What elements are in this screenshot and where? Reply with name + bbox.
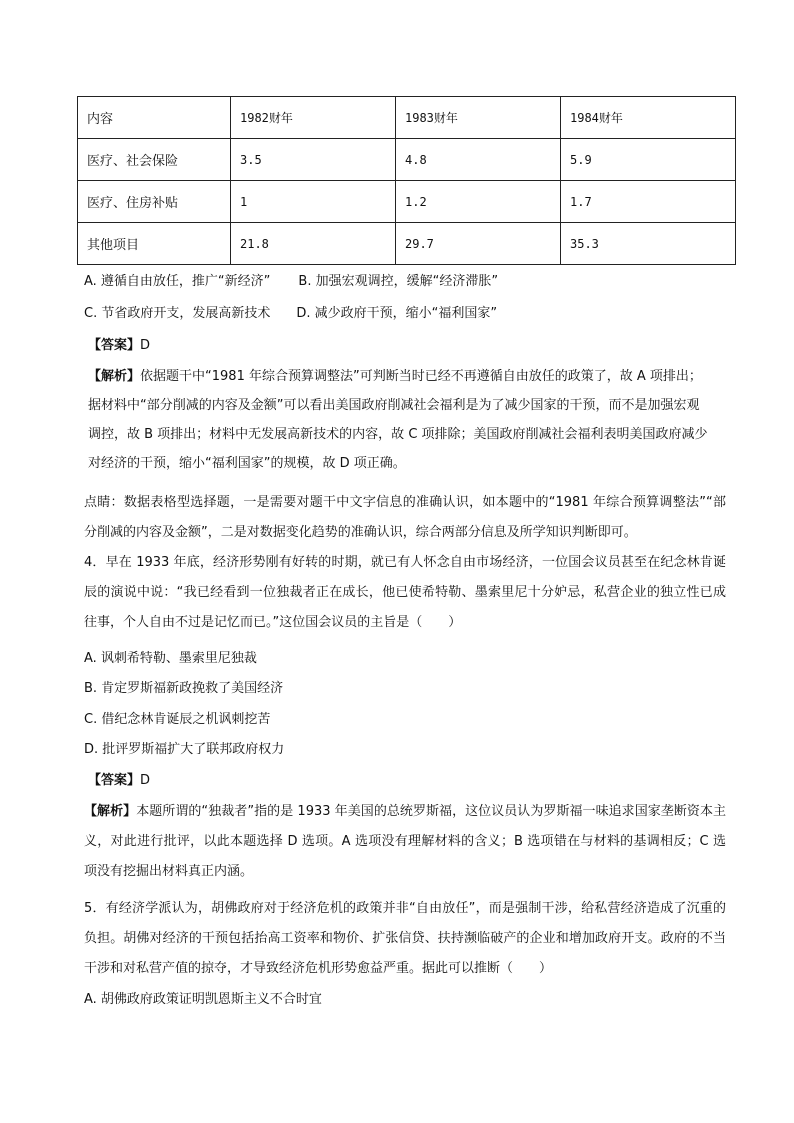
table-cell: 其他项目 <box>78 223 231 265</box>
q3-option-b: B. 加强宏观调控，缓解“经济滞胀” <box>298 274 499 289</box>
q3-tip: 点睛：数据表格型选择题，一是需要对题干中文字信息的准确认识，如本题中的“1981 年综合预算调整法”“部分削减的内容及金额”，二是对数据变化趋势的准确认识，综合两部分信息及所学知识判断即可。 <box>84 495 726 540</box>
table-header-cell: 1983财年 <box>396 97 561 139</box>
q4-answer <box>88 771 150 791</box>
table-row <box>78 139 736 181</box>
table-cell: 1.7 <box>561 181 736 223</box>
q3-options-row-1 <box>84 272 498 292</box>
table-cell: 1 <box>231 181 396 223</box>
table-cell: 3.5 <box>231 139 396 181</box>
table-header-cell: 1982财年 <box>231 97 396 139</box>
q3-options-row-2 <box>84 304 497 324</box>
table-header-cell: 内容 <box>78 97 231 139</box>
q3-option-d: D. 减少政府干预，缩小“福利国家” <box>296 306 498 321</box>
table-cell: 29.7 <box>396 223 561 265</box>
answer-label: 【答案】 <box>88 338 141 353</box>
q4-option-c: C. 借纪念林肯诞辰之机讽刺挖苦 <box>84 712 271 727</box>
q4-option-d: D. 批评罗斯福扩大了联邦政府权力 <box>84 742 285 757</box>
table-cell: 医疗、住房补贴 <box>78 181 231 223</box>
q4-analysis <box>84 797 726 887</box>
analysis-label: 【解析】 <box>88 369 141 384</box>
q5-stem: 5．有经济学派认为，胡佛政府对于经济危机的政策并非“自由放任”，而是强制干涉，给私营经济造成了沉重的负担。胡佛对经济的干预包括抬高工资率和物价、扩张信贷、扶持濒临破产的企业和增加政府开支。政府的不当干涉和对私营产值的掠夺，才导致经济危机形势愈益严重。据此可以推断（ ） <box>84 901 726 976</box>
q3-answer <box>88 336 150 356</box>
q3-analysis <box>88 362 712 478</box>
table-row <box>78 223 736 265</box>
fiscal-data-table <box>77 96 736 265</box>
table-cell: 1.2 <box>396 181 561 223</box>
table-cell: 5.9 <box>561 139 736 181</box>
q5-option-a: A. 胡佛政府政策证明凯恩斯主义不合时宜 <box>84 992 322 1007</box>
q4-stem: 4．早在 1933 年底，经济形势刚有好转的时期，就已有人怀念自由市场经济，一位国会议员甚至在纪念林肯诞辰的演说中说：“我已经看到一位独裁者正在成长，他已使希特勒、墨索里尼十分妒忌，私营企业的独立性已成往事，个人自由不过是记忆而已。”这位国会议员的主旨是（ ） <box>84 555 726 630</box>
analysis-text: 本题所谓的“独裁者”指的是 1933 年美国的总统罗斯福，这位议员认为罗斯福一味追求国家垄断资本主义，对此进行批评，以此本题选择 D 选项。A 选项没有理解材料的含义；B 选项错在与材料的基调相反；C 选项没有挖掘出材料真正内涵。 <box>84 804 726 879</box>
table-header-cell: 1984财年 <box>561 97 736 139</box>
q3-option-c: C. 节省政府开支，发展高新技术 <box>84 306 271 321</box>
table-cell: 医疗、社会保险 <box>78 139 231 181</box>
answer-label: 【答案】 <box>88 773 141 788</box>
analysis-text: 依据题干中“1981 年综合预算调整法”可判断当时已经不再遵循自由放任的政策了，故 A 项排出；据材料中“部分削减的内容及金额”可以看出美国政府削减社会福利是为了减少国家的干预，而不是加强宏观调控，故 B 项排出；材料中无发展高新技术的内容，故 C 项排除；美国政府削减社会福利表明美国政府减少对经济的干预，缩小“福利国家”的规模，故 D 项正确。 <box>88 369 708 471</box>
q4-option-b: B. 肯定罗斯福新政挽救了美国经济 <box>84 681 284 696</box>
table-header-row <box>78 97 736 139</box>
analysis-label: 【解析】 <box>84 804 137 819</box>
table-cell: 4.8 <box>396 139 561 181</box>
answer-value: D <box>140 773 151 788</box>
table-row <box>78 181 736 223</box>
table-cell: 35.3 <box>561 223 736 265</box>
q4-option-a: A. 讽刺希特勒、墨索里尼独裁 <box>84 651 257 666</box>
answer-value: D <box>140 338 151 353</box>
table-cell: 21.8 <box>231 223 396 265</box>
q3-option-a: A. 遵循自由放任，推广“新经济” <box>84 274 271 289</box>
